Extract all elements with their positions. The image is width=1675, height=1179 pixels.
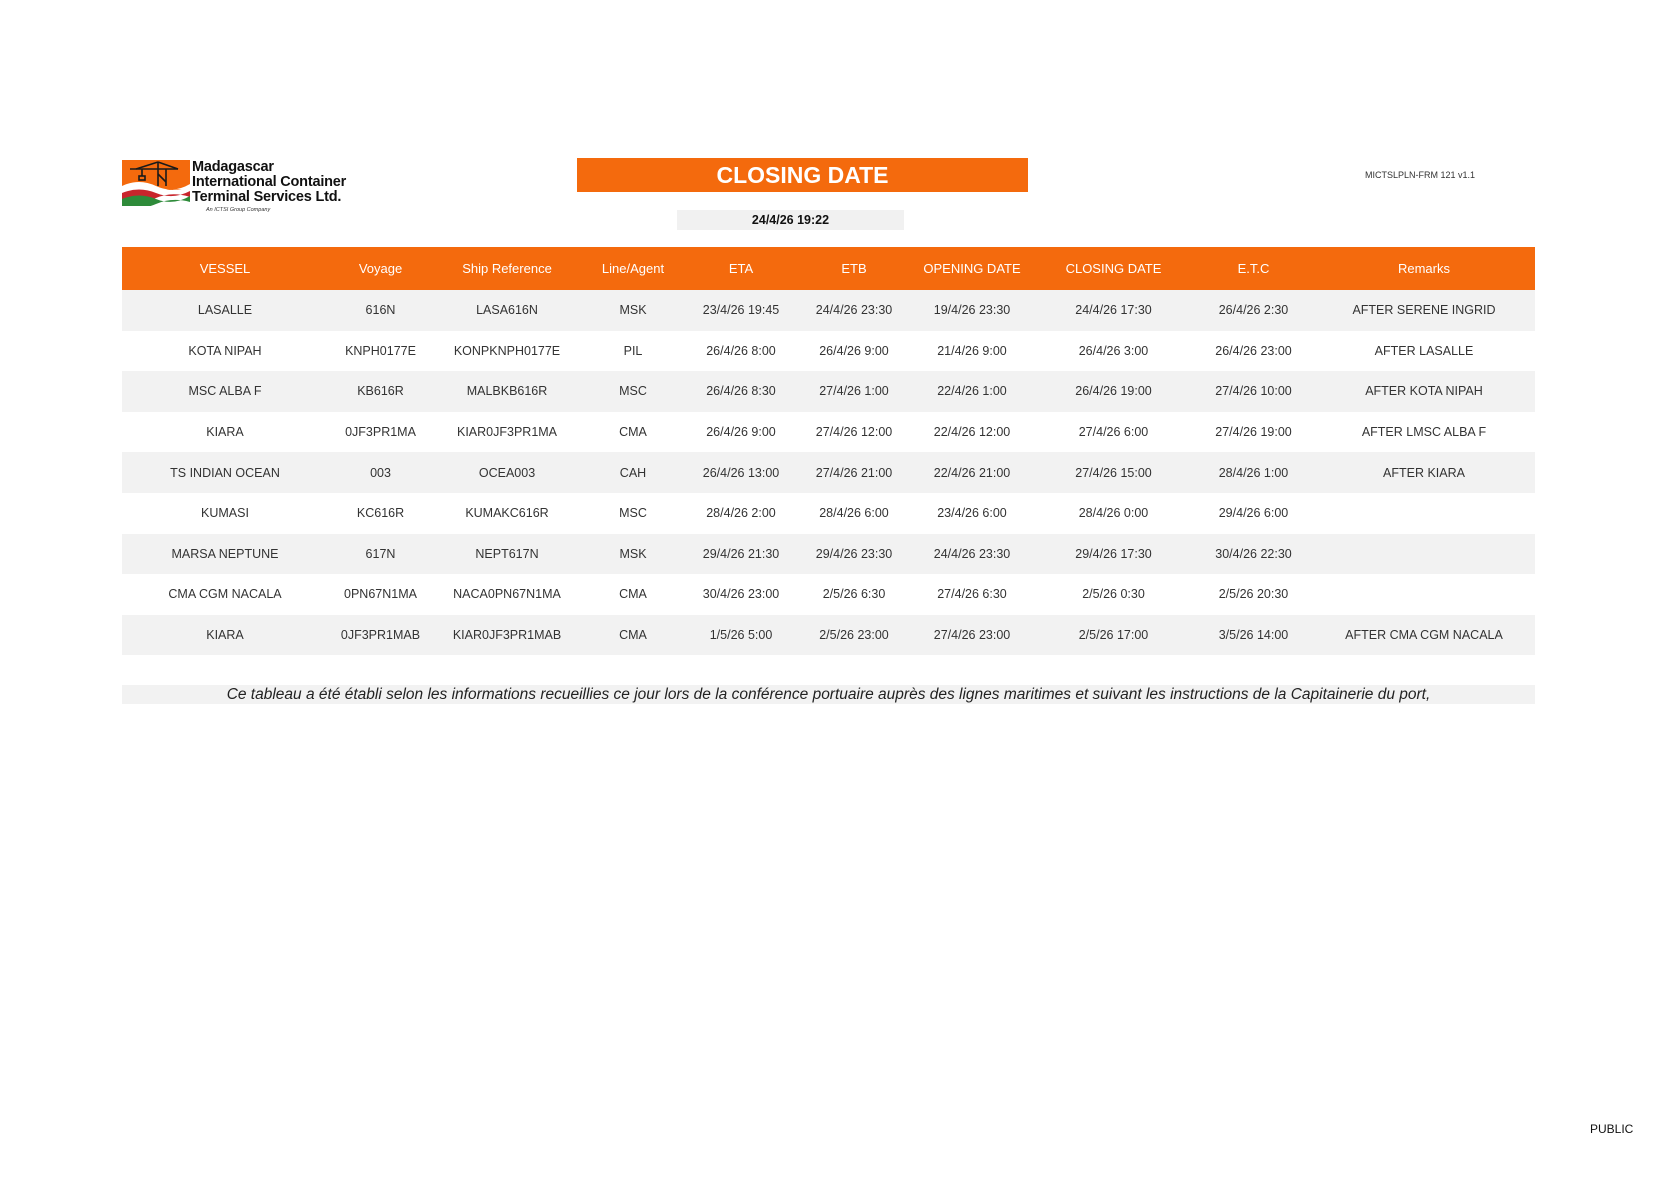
cell-line-agent: MSK <box>581 290 685 331</box>
cell-voyage: 0PN67N1MA <box>328 574 433 615</box>
cell-vessel: TS INDIAN OCEAN <box>122 452 328 493</box>
cell-vessel: LASALLE <box>122 290 328 331</box>
cell-opening-date: 22/4/26 1:00 <box>911 371 1033 412</box>
cell-closing-date: 29/4/26 17:30 <box>1033 534 1194 575</box>
cell-voyage: 0JF3PR1MA <box>328 412 433 453</box>
cell-etc: 26/4/26 23:00 <box>1194 331 1313 372</box>
cell-etb: 27/4/26 21:00 <box>797 452 911 493</box>
table-row <box>122 371 1535 412</box>
cell-eta: 26/4/26 9:00 <box>685 412 797 453</box>
classification-label: PUBLIC <box>1590 1122 1634 1136</box>
cell-ship-reference: KIAR0JF3PR1MAB <box>433 615 581 656</box>
cell-etb: 29/4/26 23:30 <box>797 534 911 575</box>
cell-eta: 29/4/26 21:30 <box>685 534 797 575</box>
cell-remarks: AFTER CMA CGM NACALA <box>1313 615 1535 656</box>
cell-line-agent: MSK <box>581 534 685 575</box>
cell-voyage: KNPH0177E <box>328 331 433 372</box>
column-header-remarks: Remarks <box>1313 247 1535 290</box>
cell-etb: 26/4/26 9:00 <box>797 331 911 372</box>
cell-voyage: 0JF3PR1MAB <box>328 615 433 656</box>
vessel-schedule-table <box>122 247 1535 655</box>
column-header-ship-reference: Ship Reference <box>433 247 581 290</box>
company-name-line-1: Madagascar <box>192 159 274 175</box>
cell-opening-date: 27/4/26 6:30 <box>911 574 1033 615</box>
cell-closing-date: 24/4/26 17:30 <box>1033 290 1194 331</box>
cell-line-agent: CMA <box>581 615 685 656</box>
form-code: MICTSLPLN-FRM 121 v1.1 <box>1364 170 1476 180</box>
cell-vessel: KOTA NIPAH <box>122 331 328 372</box>
table-row <box>122 615 1535 656</box>
cell-ship-reference: MALBKB616R <box>433 371 581 412</box>
report-date: 24/4/26 19:22 <box>677 210 904 230</box>
table-row <box>122 290 1535 331</box>
cell-remarks: AFTER KIARA <box>1313 452 1535 493</box>
cell-vessel: KIARA <box>122 412 328 453</box>
cell-eta: 26/4/26 8:00 <box>685 331 797 372</box>
company-name <box>192 160 346 205</box>
cell-etb: 2/5/26 6:30 <box>797 574 911 615</box>
column-header-eta: ETA <box>685 247 797 290</box>
cell-line-agent: CAH <box>581 452 685 493</box>
table-row <box>122 452 1535 493</box>
cell-etc: 3/5/26 14:00 <box>1194 615 1313 656</box>
cell-etc: 28/4/26 1:00 <box>1194 452 1313 493</box>
cell-ship-reference: KONPKNPH0177E <box>433 331 581 372</box>
column-header-etb: ETB <box>797 247 911 290</box>
company-name-line-3: Terminal Services Ltd. <box>192 189 342 205</box>
cell-etb: 2/5/26 23:00 <box>797 615 911 656</box>
cell-opening-date: 27/4/26 23:00 <box>911 615 1033 656</box>
column-header-voyage: Voyage <box>328 247 433 290</box>
cell-closing-date: 2/5/26 17:00 <box>1033 615 1194 656</box>
cell-eta: 26/4/26 13:00 <box>685 452 797 493</box>
cell-vessel: MSC ALBA F <box>122 371 328 412</box>
cell-ship-reference: NEPT617N <box>433 534 581 575</box>
cell-ship-reference: KUMAKC616R <box>433 493 581 534</box>
table-row <box>122 574 1535 615</box>
cell-remarks: AFTER SERENE INGRID <box>1313 290 1535 331</box>
cell-remarks <box>1313 493 1535 534</box>
cell-etc: 27/4/26 10:00 <box>1194 371 1313 412</box>
cell-etc: 30/4/26 22:30 <box>1194 534 1313 575</box>
cell-line-agent: CMA <box>581 574 685 615</box>
cell-line-agent: MSC <box>581 493 685 534</box>
cell-opening-date: 24/4/26 23:30 <box>911 534 1033 575</box>
table-row <box>122 412 1535 453</box>
cell-opening-date: 19/4/26 23:30 <box>911 290 1033 331</box>
crane-logo-icon <box>122 160 190 206</box>
cell-line-agent: PIL <box>581 331 685 372</box>
cell-line-agent: CMA <box>581 412 685 453</box>
cell-voyage: KB616R <box>328 371 433 412</box>
cell-eta: 30/4/26 23:00 <box>685 574 797 615</box>
cell-etc: 29/4/26 6:00 <box>1194 493 1313 534</box>
cell-vessel: KIARA <box>122 615 328 656</box>
cell-etc: 27/4/26 19:00 <box>1194 412 1313 453</box>
column-header-line-agent: Line/Agent <box>581 247 685 290</box>
cell-closing-date: 2/5/26 0:30 <box>1033 574 1194 615</box>
page-title: CLOSING DATE <box>577 158 1028 192</box>
cell-voyage: 617N <box>328 534 433 575</box>
column-header-closing-date: CLOSING DATE <box>1033 247 1194 290</box>
cell-closing-date: 26/4/26 19:00 <box>1033 371 1194 412</box>
company-tagline: An ICTSI Group Company <box>206 207 271 213</box>
cell-opening-date: 22/4/26 12:00 <box>911 412 1033 453</box>
cell-etb: 27/4/26 12:00 <box>797 412 911 453</box>
cell-vessel: CMA CGM NACALA <box>122 574 328 615</box>
table-row <box>122 493 1535 534</box>
cell-remarks: AFTER LASALLE <box>1313 331 1535 372</box>
cell-etc: 26/4/26 2:30 <box>1194 290 1313 331</box>
cell-opening-date: 22/4/26 21:00 <box>911 452 1033 493</box>
cell-eta: 26/4/26 8:30 <box>685 371 797 412</box>
cell-ship-reference: OCEA003 <box>433 452 581 493</box>
cell-vessel: MARSA NEPTUNE <box>122 534 328 575</box>
cell-opening-date: 21/4/26 9:00 <box>911 331 1033 372</box>
cell-etb: 28/4/26 6:00 <box>797 493 911 534</box>
cell-eta: 23/4/26 19:45 <box>685 290 797 331</box>
cell-ship-reference: NACA0PN67N1MA <box>433 574 581 615</box>
table-header-row <box>122 247 1535 290</box>
cell-etc: 2/5/26 20:30 <box>1194 574 1313 615</box>
cell-eta: 1/5/26 5:00 <box>685 615 797 656</box>
cell-closing-date: 26/4/26 3:00 <box>1033 331 1194 372</box>
company-name-line-2: International Container <box>192 174 347 190</box>
column-header-etc: E.T.C <box>1194 247 1313 290</box>
cell-closing-date: 28/4/26 0:00 <box>1033 493 1194 534</box>
cell-voyage: 616N <box>328 290 433 331</box>
column-header-vessel: VESSEL <box>122 247 328 290</box>
footnote: Ce tableau a été établi selon les informations recueillies ce jour lors de la conférence portuaire auprès des lignes maritimes et suivant les instructions de la Capitainerie du port, <box>122 685 1535 704</box>
table-row <box>122 534 1535 575</box>
cell-voyage: 003 <box>328 452 433 493</box>
cell-remarks <box>1313 574 1535 615</box>
cell-closing-date: 27/4/26 6:00 <box>1033 412 1194 453</box>
cell-voyage: KC616R <box>328 493 433 534</box>
cell-remarks: AFTER KOTA NIPAH <box>1313 371 1535 412</box>
cell-ship-reference: LASA616N <box>433 290 581 331</box>
cell-closing-date: 27/4/26 15:00 <box>1033 452 1194 493</box>
company-logo <box>122 158 362 218</box>
table-row <box>122 331 1535 372</box>
cell-opening-date: 23/4/26 6:00 <box>911 493 1033 534</box>
cell-etb: 24/4/26 23:30 <box>797 290 911 331</box>
cell-vessel: KUMASI <box>122 493 328 534</box>
cell-remarks: AFTER LMSC ALBA F <box>1313 412 1535 453</box>
cell-line-agent: MSC <box>581 371 685 412</box>
cell-ship-reference: KIAR0JF3PR1MA <box>433 412 581 453</box>
cell-etb: 27/4/26 1:00 <box>797 371 911 412</box>
column-header-opening-date: OPENING DATE <box>911 247 1033 290</box>
cell-remarks <box>1313 534 1535 575</box>
cell-eta: 28/4/26 2:00 <box>685 493 797 534</box>
